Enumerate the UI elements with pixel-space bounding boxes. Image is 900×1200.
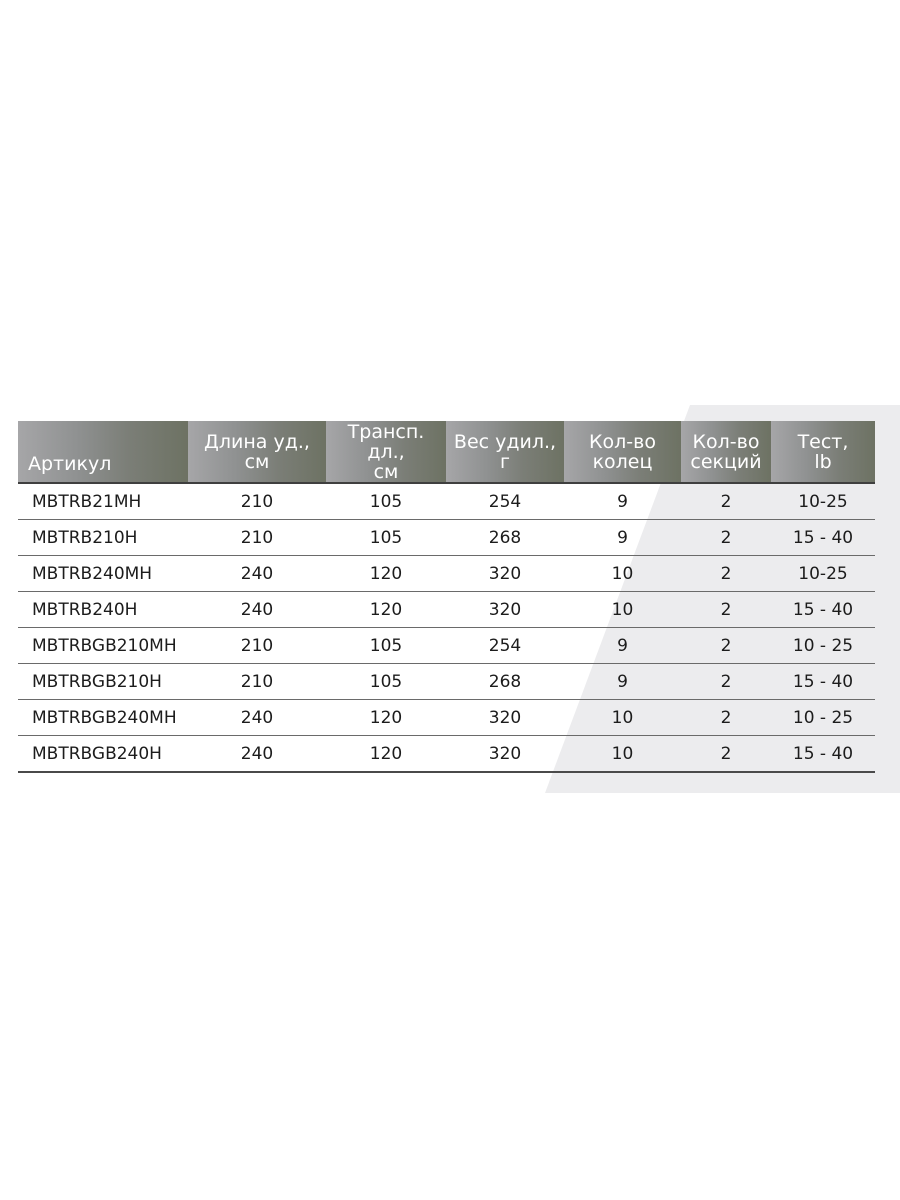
table-row [18, 664, 875, 700]
cell-sections: 2 [681, 592, 771, 628]
cell-weight: 320 [446, 556, 564, 592]
cell-sections: 2 [681, 556, 771, 592]
cell-sections: 2 [681, 628, 771, 664]
cell-sections: 2 [681, 483, 771, 520]
cell-test: 10 - 25 [771, 628, 875, 664]
header-article-label: Артикул [28, 453, 112, 475]
header-length-line2: см [244, 450, 270, 473]
cell-article: MBTRB21MH [18, 483, 188, 520]
cell-test: 10 - 25 [771, 700, 875, 736]
cell-weight: 254 [446, 483, 564, 520]
table-row [18, 628, 875, 664]
header-test-line2: lb [814, 450, 832, 473]
cell-weight: 320 [446, 700, 564, 736]
cell-length: 240 [188, 736, 326, 773]
cell-article: MBTRBGB210H [18, 664, 188, 700]
cell-test: 15 - 40 [771, 664, 875, 700]
cell-test: 15 - 40 [771, 592, 875, 628]
cell-sections: 2 [681, 700, 771, 736]
header-article [18, 421, 188, 483]
cell-rings: 9 [564, 664, 681, 700]
header-sections-line1: Кол-во [692, 430, 760, 453]
header-transport-length [326, 421, 446, 483]
cell-length: 210 [188, 520, 326, 556]
cell-transport-length: 105 [326, 520, 446, 556]
cell-rings: 9 [564, 628, 681, 664]
cell-transport-length: 105 [326, 483, 446, 520]
table-row [18, 520, 875, 556]
cell-length: 210 [188, 628, 326, 664]
header-transport-line1: Трансп. дл., [347, 420, 425, 463]
header-weight-line2: г [500, 450, 510, 473]
cell-weight: 268 [446, 664, 564, 700]
cell-test: 10-25 [771, 483, 875, 520]
cell-article: MBTRB240H [18, 592, 188, 628]
cell-rings: 10 [564, 736, 681, 773]
cell-article: MBTRBGB210MH [18, 628, 188, 664]
cell-rings: 10 [564, 700, 681, 736]
cell-length: 240 [188, 700, 326, 736]
header-test [771, 421, 875, 483]
header-rings [564, 421, 681, 483]
header-rings-line1: Кол-во [589, 430, 656, 453]
header-weight-line1: Вес удил., [453, 430, 557, 453]
cell-length: 240 [188, 592, 326, 628]
cell-article: MBTRB240MH [18, 556, 188, 592]
cell-transport-length: 120 [326, 556, 446, 592]
cell-transport-length: 120 [326, 592, 446, 628]
table-row [18, 700, 875, 736]
cell-article: MBTRBGB240MH [18, 700, 188, 736]
cell-length: 210 [188, 483, 326, 520]
cell-transport-length: 105 [326, 628, 446, 664]
table-row [18, 556, 875, 592]
table-row [18, 736, 875, 773]
cell-sections: 2 [681, 736, 771, 773]
header-sections [681, 421, 771, 483]
cell-length: 210 [188, 664, 326, 700]
cell-article: MBTRB210H [18, 520, 188, 556]
cell-rings: 10 [564, 592, 681, 628]
header-test-line1: Тест, [797, 430, 849, 453]
cell-transport-length: 120 [326, 736, 446, 773]
cell-weight: 268 [446, 520, 564, 556]
cell-sections: 2 [681, 520, 771, 556]
header-length [188, 421, 326, 483]
header-weight [446, 421, 564, 483]
header-transport-line2: см [373, 460, 399, 483]
cell-transport-length: 105 [326, 664, 446, 700]
cell-weight: 254 [446, 628, 564, 664]
header-sections-line2: секций [690, 450, 762, 473]
table-row [18, 483, 875, 520]
cell-length: 240 [188, 556, 326, 592]
cell-rings: 10 [564, 556, 681, 592]
header-rings-line2: колец [592, 450, 653, 473]
cell-test: 10-25 [771, 556, 875, 592]
cell-test: 15 - 40 [771, 736, 875, 773]
spec-table [18, 421, 875, 773]
header-row [18, 421, 875, 483]
cell-sections: 2 [681, 664, 771, 700]
table-row [18, 592, 875, 628]
cell-weight: 320 [446, 592, 564, 628]
cell-test: 15 - 40 [771, 520, 875, 556]
cell-weight: 320 [446, 736, 564, 773]
header-length-line1: Длина уд., [204, 430, 310, 453]
cell-rings: 9 [564, 520, 681, 556]
cell-article: MBTRBGB240H [18, 736, 188, 773]
cell-transport-length: 120 [326, 700, 446, 736]
cell-rings: 9 [564, 483, 681, 520]
